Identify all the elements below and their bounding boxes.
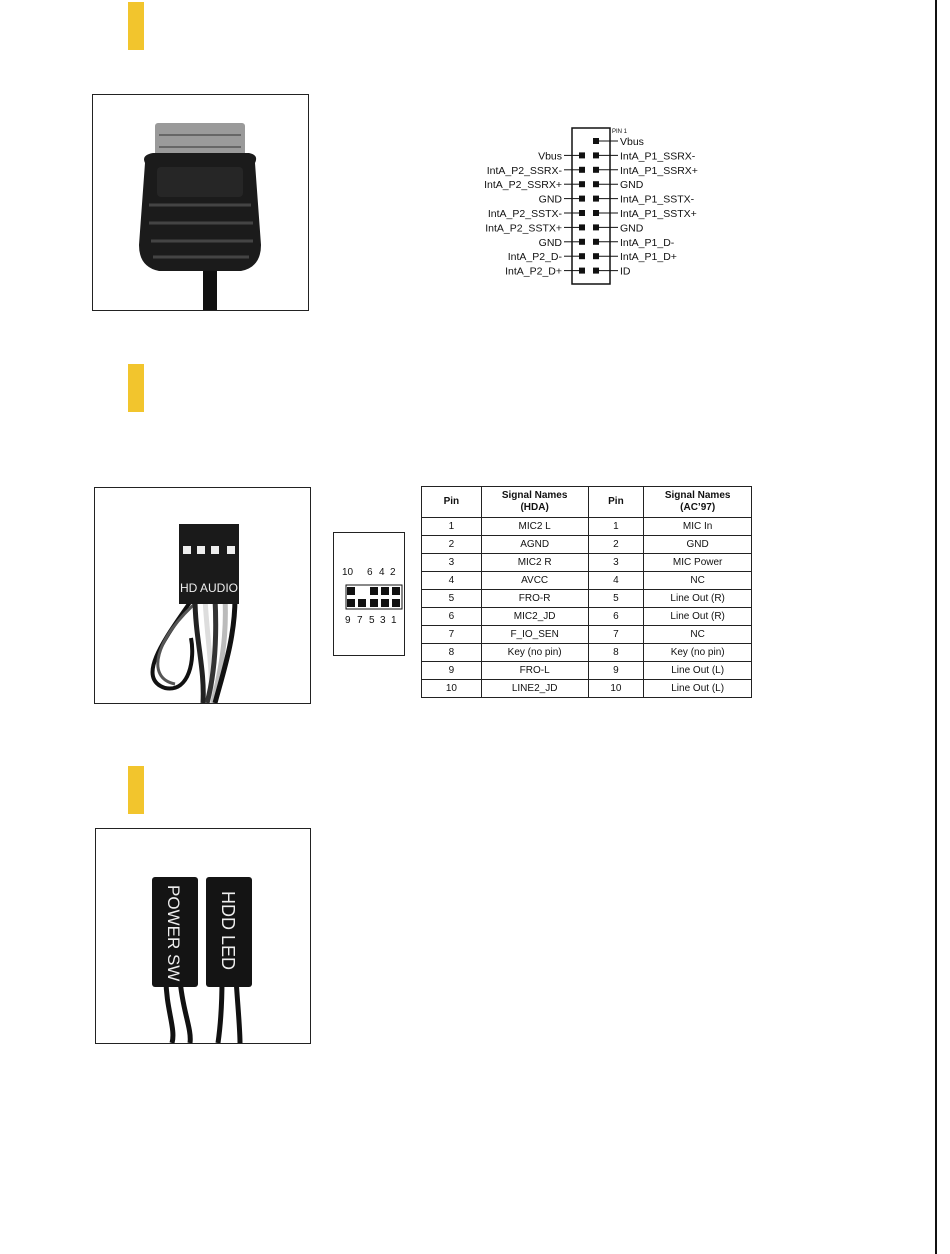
pin-label-left: IntA_P2_SSTX- bbox=[487, 208, 562, 220]
pin-cell: 6 bbox=[588, 608, 644, 626]
pin-label-left: IntA_P2_D+ bbox=[505, 265, 562, 278]
pin-cell: 2 bbox=[588, 536, 644, 554]
column-header-signal-ac97: Signal Names (AC’97) bbox=[644, 487, 752, 518]
pin-right-9 bbox=[593, 253, 599, 259]
pin-number-6: 6 bbox=[367, 567, 373, 578]
pin-label-left: Vbus bbox=[538, 150, 562, 163]
pin-left-5 bbox=[579, 210, 585, 216]
pin-label-right: IntA_P1_SSRX+ bbox=[620, 164, 698, 177]
pin-left-7 bbox=[579, 239, 585, 245]
pin-label-right: Vbus bbox=[620, 136, 644, 148]
pin-label-left: GND bbox=[538, 193, 562, 206]
table-row bbox=[422, 572, 752, 590]
pin-right-8 bbox=[593, 239, 599, 245]
ac97-signal-cell: NC bbox=[644, 572, 752, 590]
table-header-row bbox=[422, 487, 752, 518]
ac97-signal-cell: NC bbox=[644, 626, 752, 644]
pin-left-9 bbox=[579, 268, 585, 274]
hda-signal-cell: AVCC bbox=[481, 572, 588, 590]
table-row bbox=[422, 590, 752, 608]
pin-left-4 bbox=[579, 196, 585, 202]
table-row bbox=[422, 554, 752, 572]
pin-number-5: 5 bbox=[369, 615, 375, 626]
hd-audio-connector-photo bbox=[94, 487, 311, 704]
pin-cell: 9 bbox=[422, 662, 482, 680]
pin-left-2 bbox=[579, 167, 585, 173]
table-row bbox=[422, 626, 752, 644]
pin-cell: 5 bbox=[588, 590, 644, 608]
pin-label-left: GND bbox=[538, 236, 562, 249]
pin-number-4: 4 bbox=[379, 567, 385, 578]
ac97-signal-cell: MIC Power bbox=[644, 554, 752, 572]
column-header-signal-hda: Signal Names (HDA) bbox=[481, 487, 588, 518]
pin-label-left: IntA_P2_SSRX+ bbox=[484, 179, 562, 192]
pin-cell: 8 bbox=[422, 644, 482, 662]
hd-audio-photo-label: HD AUDIO bbox=[179, 581, 239, 595]
pin-right-7 bbox=[593, 224, 599, 230]
pin-label-left: IntA_P2_SSTX+ bbox=[485, 222, 562, 235]
pin-cell: 8 bbox=[588, 644, 644, 662]
table-row bbox=[422, 608, 752, 626]
pin-cell: 2 bbox=[422, 536, 482, 554]
ac97-signal-cell: Line Out (L) bbox=[644, 662, 752, 680]
hd-audio-header-pin-layout bbox=[333, 532, 405, 656]
pin-cell: 6 bbox=[422, 608, 482, 626]
pin-number-9: 9 bbox=[345, 615, 351, 626]
pin-right-3 bbox=[593, 167, 599, 173]
section-marker-usb3 bbox=[128, 2, 144, 50]
power-sw-label: POWER SW bbox=[164, 885, 183, 982]
hda-signal-cell: FRO-L bbox=[481, 662, 588, 680]
hd-audio-pin-table bbox=[421, 486, 752, 698]
table-row bbox=[422, 536, 752, 554]
table-row bbox=[422, 680, 752, 698]
column-header-pin-ac97: Pin bbox=[588, 487, 644, 518]
pin-label-right: GND bbox=[620, 179, 644, 192]
pin-number-10: 10 bbox=[342, 567, 354, 578]
pin-right-10 bbox=[593, 268, 599, 274]
pin-cell: 10 bbox=[588, 680, 644, 698]
pin-cell: 4 bbox=[588, 572, 644, 590]
pin-cell: 3 bbox=[422, 554, 482, 572]
table-row bbox=[422, 518, 752, 536]
hda-signal-cell: LINE2_JD bbox=[481, 680, 588, 698]
pin-left-8 bbox=[579, 253, 585, 259]
ac97-signal-cell: Line Out (L) bbox=[644, 680, 752, 698]
hda-signal-cell: FRO-R bbox=[481, 590, 588, 608]
page-edge-rule bbox=[935, 0, 937, 1254]
pin-cell: 3 bbox=[588, 554, 644, 572]
pin-label-right: IntA_P1_D- bbox=[620, 236, 675, 249]
pin-cell: 7 bbox=[588, 626, 644, 644]
table-row bbox=[422, 644, 752, 662]
section-marker-front-panel bbox=[128, 766, 144, 814]
ac97-signal-cell: Line Out (R) bbox=[644, 590, 752, 608]
pin-number-2: 2 bbox=[390, 567, 396, 578]
hda-signal-cell: AGND bbox=[481, 536, 588, 554]
pin-number-3: 3 bbox=[380, 615, 386, 626]
ac97-signal-cell: Line Out (R) bbox=[644, 608, 752, 626]
ac97-signal-cell: MIC In bbox=[644, 518, 752, 536]
pin-right-1 bbox=[593, 138, 599, 144]
usb3-connector-photo bbox=[92, 94, 309, 311]
pin-label-right: IntA_P1_SSRX- bbox=[620, 150, 696, 163]
pin-cell: 7 bbox=[422, 626, 482, 644]
ac97-signal-cell: Key (no pin) bbox=[644, 644, 752, 662]
hda-signal-cell: F_IO_SEN bbox=[481, 626, 588, 644]
pin-cell: 5 bbox=[422, 590, 482, 608]
pin-right-6 bbox=[593, 210, 599, 216]
front-panel-connectors-photo bbox=[95, 828, 311, 1044]
pin-left-3 bbox=[579, 181, 585, 187]
pin-cell: 10 bbox=[422, 680, 482, 698]
hda-signal-cell: MIC2_JD bbox=[481, 608, 588, 626]
pin-label-right: IntA_P1_SSTX- bbox=[620, 193, 695, 206]
pin-label-right: ID bbox=[620, 265, 631, 278]
pin-number-1: 1 bbox=[391, 615, 397, 626]
table-row bbox=[422, 662, 752, 680]
pin-label-right: IntA_P1_SSTX+ bbox=[620, 208, 697, 220]
column-header-pin-hda: Pin bbox=[422, 487, 482, 518]
usb3-pin-diagram bbox=[458, 124, 698, 294]
pin-label-right: IntA_P1_D+ bbox=[620, 251, 677, 264]
ac97-signal-cell: GND bbox=[644, 536, 752, 554]
section-marker-audio bbox=[128, 364, 144, 412]
pin-label-left: IntA_P2_SSRX- bbox=[486, 164, 562, 177]
pin-right-5 bbox=[593, 196, 599, 202]
pin-label-left: IntA_P2_D- bbox=[507, 251, 562, 264]
pin-cell: 9 bbox=[588, 662, 644, 680]
pin-left-1 bbox=[579, 152, 585, 158]
hda-signal-cell: MIC2 L bbox=[481, 518, 588, 536]
pin-number-7: 7 bbox=[357, 615, 363, 626]
pin-left-6 bbox=[579, 224, 585, 230]
pin-right-2 bbox=[593, 152, 599, 158]
pin-cell: 1 bbox=[588, 518, 644, 536]
pin-right-4 bbox=[593, 181, 599, 187]
hda-signal-cell: Key (no pin) bbox=[481, 644, 588, 662]
hdd-led-label: HDD LED bbox=[218, 891, 238, 971]
pin-label-right: GND bbox=[620, 222, 644, 235]
pin-cell: 1 bbox=[422, 518, 482, 536]
hda-signal-cell: MIC2 R bbox=[481, 554, 588, 572]
pin1-label: PIN 1 bbox=[612, 129, 628, 135]
pin-cell: 4 bbox=[422, 572, 482, 590]
